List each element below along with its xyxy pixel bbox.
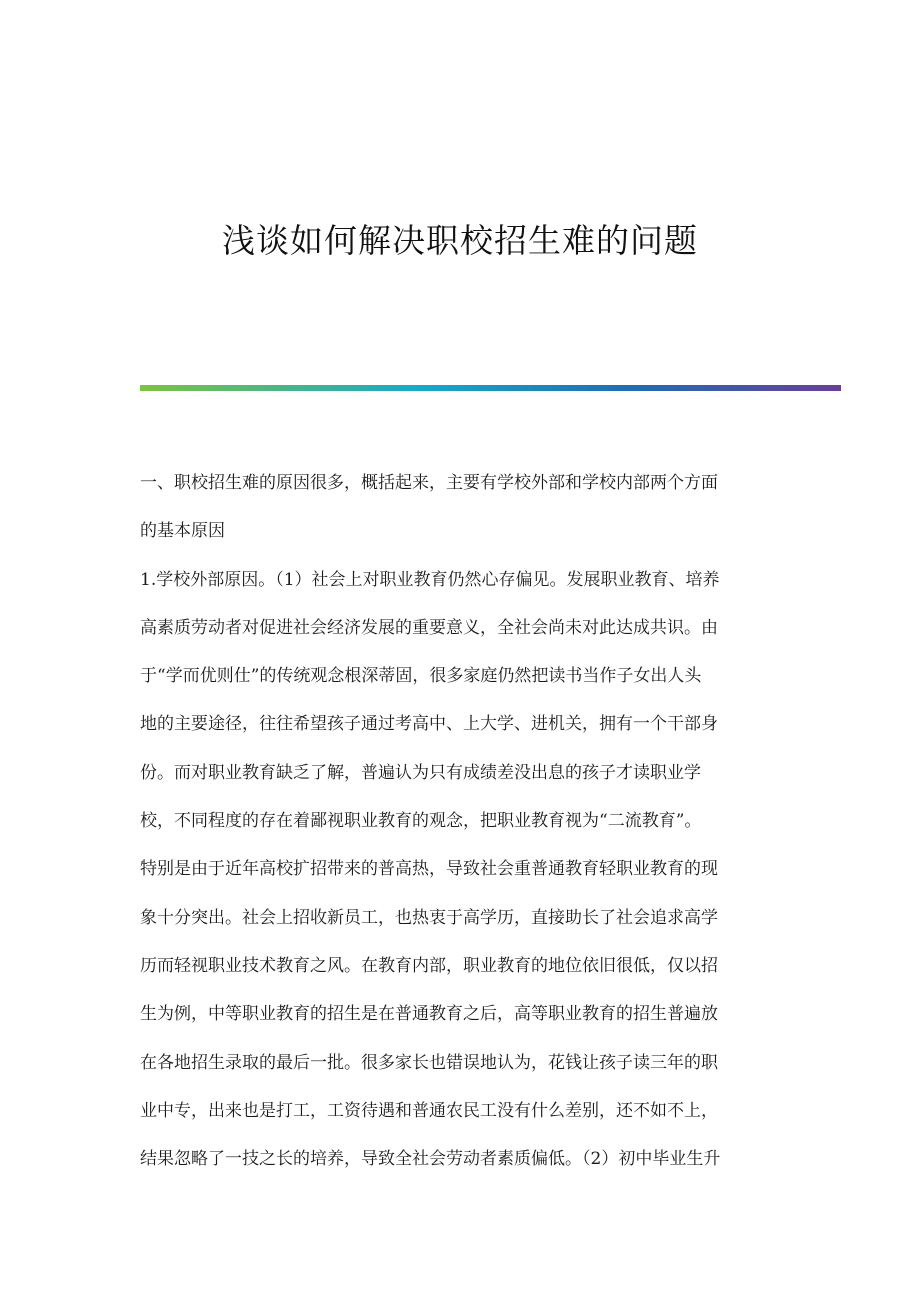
document-title: 浅谈如何解决职校招生难的问题: [222, 221, 698, 260]
body-line: 份。而对职业教育缺乏了解，普遍认为只有成绩差没出息的孩子才读职业学: [140, 762, 701, 783]
title-divider: [140, 385, 841, 391]
body-line: 生为例，中等职业教育的招生是在普通教育之后，高等职业教育的招生普遍放: [140, 1004, 718, 1025]
body-line: 业中专，出来也是打工，工资待遇和普通农民工没有什么差别，还不如不上，: [140, 1100, 718, 1121]
body-line: 于“学而优则仕”的传统观念根深蒂固，很多家庭仍然把读书当作子女出人头: [140, 666, 702, 687]
body-line: 在各地招生录取的最后一批。很多家长也错误地认为，花钱让孩子读三年的职: [140, 1052, 718, 1073]
body-line: 象十分突出。社会上招收新员工，也热衷于高学历，直接助长了社会追求高学: [140, 907, 718, 928]
body-line: 特别是由于近年高校扩招带来的普高热，导致社会重普通教育轻职业教育的现: [140, 859, 718, 880]
body-line: 地的主要途径，往往希望孩子通过考高中、上大学、进机关，拥有一个干部身: [140, 714, 718, 735]
body-line: 1.学校外部原因。（1）社会上对职业教育仍然心存偏见。发展职业教育、培养: [140, 569, 720, 590]
body-line: 历而轻视职业技术教育之风。在教育内部，职业教育的地位依旧很低，仅以招: [140, 955, 718, 976]
body-line: 校，不同程度的存在着鄙视职业教育的观念，把职业教育视为“二流教育”。: [140, 811, 702, 832]
body-line: 一、职校招生难的原因很多，概括起来，主要有学校外部和学校内部两个方面: [140, 473, 718, 493]
body-line: 的基本原因: [140, 521, 225, 542]
document-body: [140, 468, 785, 1192]
body-line: 高素质劳动者对促进社会经济发展的重要意义，全社会尚未对此达成共识。由: [140, 617, 718, 638]
body-line: 结果忽略了一技之长的培养，导致全社会劳动者素质偏低。（2）初中毕业生升: [140, 1149, 721, 1170]
